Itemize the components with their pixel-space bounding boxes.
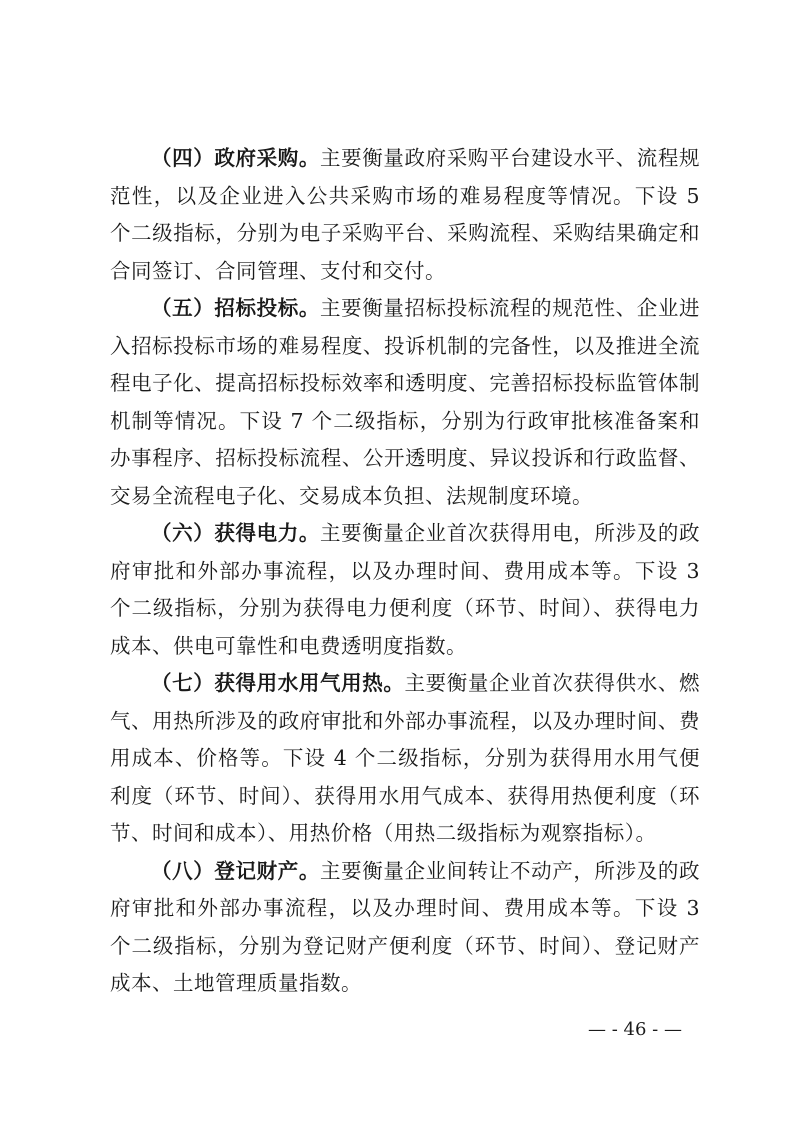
document-body xyxy=(110,140,700,1003)
paragraph-heading: （七）获得用水用气用热。 xyxy=(151,671,405,695)
paragraph-registering-property xyxy=(110,853,700,1003)
paragraph-body: 主要衡量企业首次获得用电，所涉及的政府审批和外部办事流程，以及办理时间、费用成本等。下设 3 个二级指标，分别为获得电力便利度（环节、时间）、获得电力成本、供电可靠性和电费透明度指数。 xyxy=(110,521,701,658)
paragraph-body: 主要衡量企业首次获得供水、燃气、用热所涉及的政府审批和外部办事流程，以及办理时间、费用成本、价格等。下设 4 个二级指标，分别为获得用水用气便利度（环节、时间）、获得用水用气成本、获得用热便利度（环节、时间和成本）、用热价格（用热二级指标为观察指标）。 xyxy=(110,671,701,845)
paragraph-body: 主要衡量企业间转让不动产，所涉及的政府审批和外部办事流程，以及办理时间、费用成本等。下设 3 个二级指标，分别为登记财产便利度（环节、时间）、登记财产成本、土地管理质量指数。 xyxy=(110,858,701,995)
paragraph-government-procurement xyxy=(110,140,700,290)
paragraph-water-gas-heat xyxy=(110,665,700,853)
paragraph-heading: （四）政府采购。 xyxy=(151,146,320,170)
paragraph-heading: （八）登记财产。 xyxy=(151,858,320,883)
paragraph-body: 主要衡量招标投标流程的规范性、企业进入招标投标市场的难易程度、投诉机制的完备性，以及推进全流程电子化、提高招标投标效率和透明度、完善招标投标监管体制机制等情况。下设 7 个二级指标，分别为行政审批核准备案和办事程序、招标投标流程、公开透明度、异议投诉和行政监督、交易全流程电子化、交易成本负担、法规制度环境。 xyxy=(110,296,701,508)
paragraph-heading: （六）获得电力。 xyxy=(151,521,320,545)
paragraph-body: 主要衡量政府采购平台建设水平、流程规范性，以及企业进入公共采购市场的难易程度等情况。下设 5 个二级指标，分别为电子采购平台、采购流程、采购结果确定和合同签订、合同管理、支付和交付。 xyxy=(110,146,701,283)
paragraph-bidding xyxy=(110,290,700,515)
paragraph-getting-electricity xyxy=(110,515,700,665)
paragraph-heading: （五）招标投标。 xyxy=(151,296,320,320)
page-number: — - 46 - — xyxy=(588,1019,682,1040)
